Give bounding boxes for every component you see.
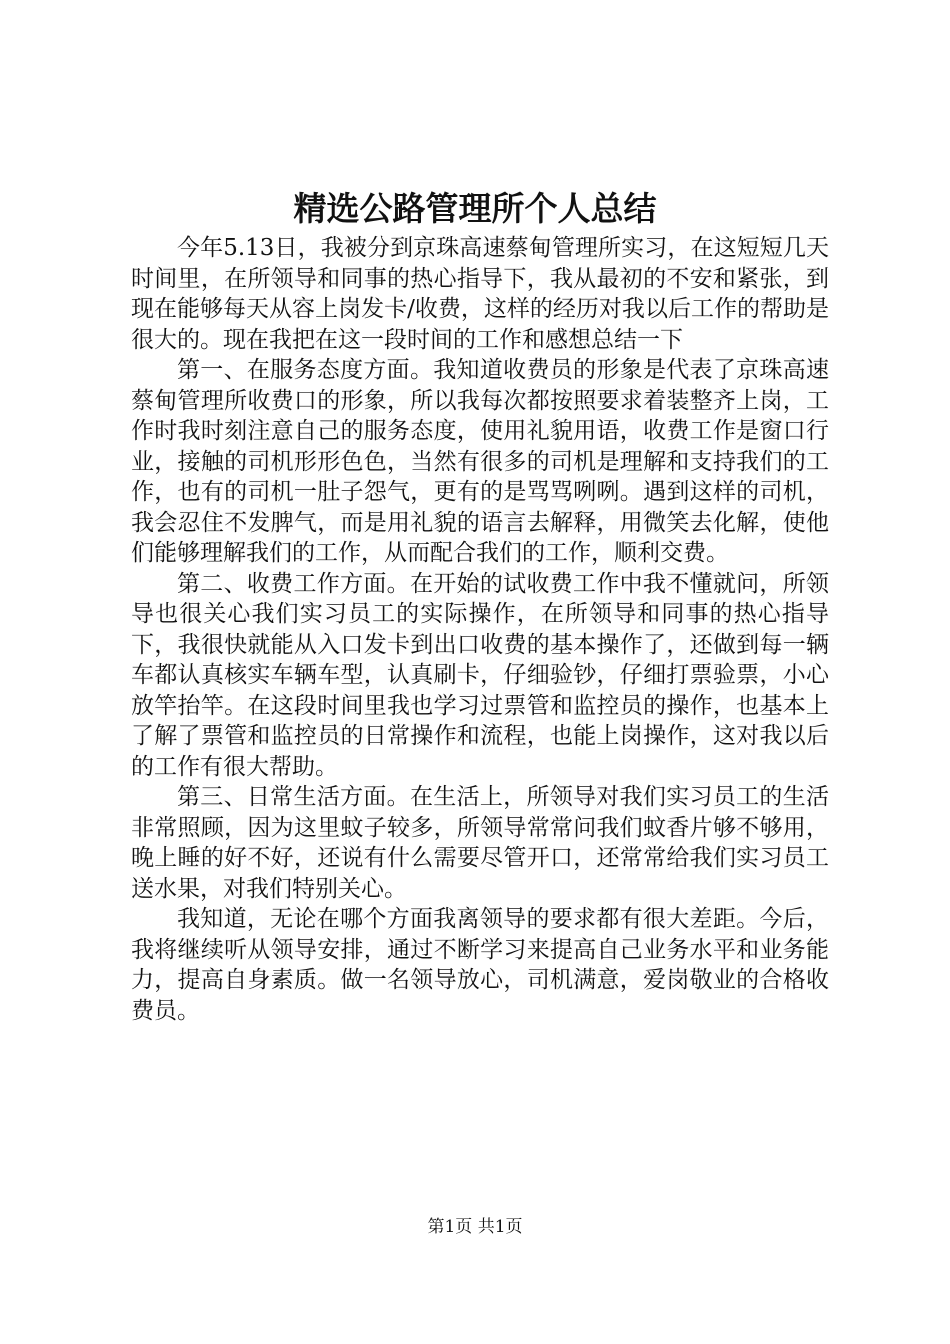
page-footer: 第1页 共1页 bbox=[427, 1217, 523, 1237]
document-title: 精选公路管理所个人总结 bbox=[293, 189, 657, 228]
document-body bbox=[131, 233, 829, 1026]
paragraph-toll-work: 第二、收费工作方面。在开始的试收费工作中我不懂就问，所领导也很关心我们实习员工的实际操作，在所领导和同事的热心指导下，我很快就能从入口发卡到出口收费的基本操作了，还做到每一辆车都认真核实车辆车型，认真刷卡，仔细验钞，仔细打票验票，小心放竿抬竿。在这段时间里我也学习过票管和监控员的操作，也基本上了解了票管和监控员的日常操作和流程，也能上岗操作，这对我以后的工作有很大帮助。 bbox=[131, 570, 829, 780]
paragraph-daily-life: 第三、日常生活方面。在生活上，所领导对我们实习员工的生活非常照顾，因为这里蚊子较多，所领导常常问我们蚊香片够不够用，晚上睡的好不好，还说有什么需要尽管开口，还常常给我们实习员工送水果，对我们特别关心。 bbox=[131, 784, 829, 902]
paragraph-conclusion: 我知道，无论在哪个方面我离领导的要求都有很大差距。今后，我将继续听从领导安排，通过不断学习来提高自己业务水平和业务能力，提高自身素质。做一名领导放心，司机满意，爱岗敬业的合格收费员。 bbox=[131, 906, 829, 1024]
paragraph-intro: 今年5.13日，我被分到京珠高速蔡甸管理所实习，在这短短几天时间里，在所领导和同事的热心指导下，我从最初的不安和紧张，到现在能够每天从容上岗发卡/收费，这样的经历对我以后工作的帮助是很大的。现在我把在这一段时间的工作和感想总结一下 bbox=[131, 235, 829, 353]
paragraph-service-attitude: 第一、在服务态度方面。我知道收费员的形象是代表了京珠高速蔡甸管理所收费口的形象，所以我每次都按照要求着装整齐上岗，工作时我时刻注意自己的服务态度，使用礼貌用语，收费工作是窗口行业，接触的司机形形色色，当然有很多的司机是理解和支持我们的工作，也有的司机一肚子怨气，更有的是骂骂咧咧。遇到这样的司机，我会忍住不发脾气，而是用礼貌的语言去解释，用微笑去化解，使他们能够理解我们的工作，从而配合我们的工作，顺利交费。 bbox=[131, 357, 829, 566]
